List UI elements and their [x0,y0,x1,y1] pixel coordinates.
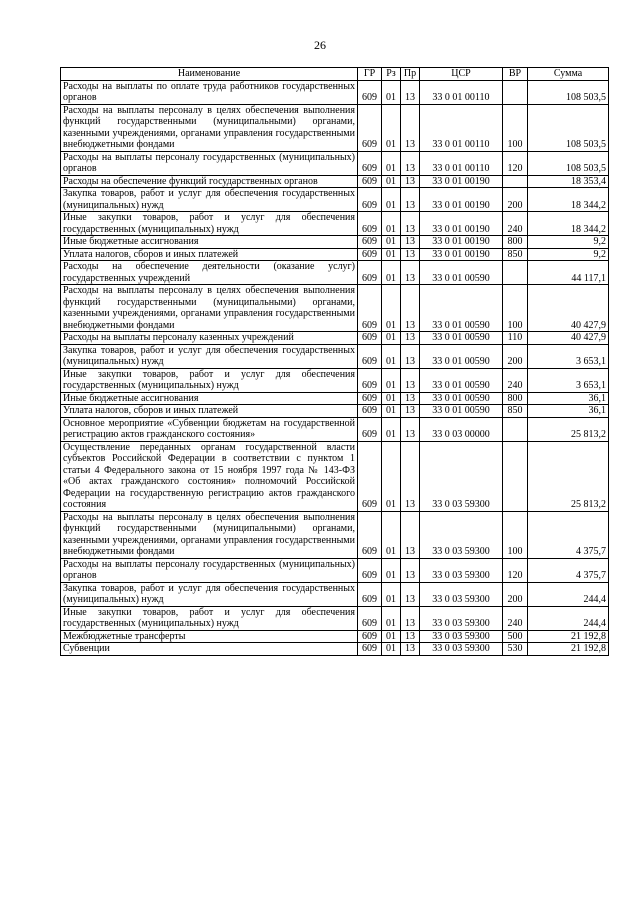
cell-name: Расходы на выплаты персоналу в целях обеспечения выполнения функций государственными (муниципальными) органами, казенными учреждениями, органами управления государственными внебюджетными фондами [61,285,358,332]
cell-rz: 01 [382,441,401,511]
cell-pr: 13 [401,175,420,188]
cell-name: Межбюджетные трансферты [61,630,358,643]
cell-sum: 25 813,2 [528,441,609,511]
cell-gr: 609 [358,236,382,249]
cell-gr: 609 [358,151,382,175]
cell-rz: 01 [382,212,401,236]
cell-vr: 800 [503,392,528,405]
header-name: Наименование [61,68,358,81]
cell-sum: 3 653,1 [528,368,609,392]
table-row [61,332,609,345]
header-rz: Рз [382,68,401,81]
cell-sum: 18 344,2 [528,212,609,236]
header-csr: ЦСР [420,68,503,81]
cell-pr: 13 [401,285,420,332]
cell-rz: 01 [382,368,401,392]
cell-sum: 25 813,2 [528,417,609,441]
cell-sum: 4 375,7 [528,558,609,582]
cell-name: Расходы на выплаты персоналу государственных (муниципальных) органов [61,558,358,582]
table-row [61,151,609,175]
cell-csr: 33 0 01 00590 [420,332,503,345]
cell-rz: 01 [382,175,401,188]
cell-sum: 36,1 [528,405,609,418]
cell-name: Расходы на выплаты персоналу казенных учреждений [61,332,358,345]
cell-csr: 33 0 01 00190 [420,175,503,188]
cell-pr: 13 [401,606,420,630]
cell-rz: 01 [382,80,401,104]
cell-vr: 240 [503,212,528,236]
cell-gr: 609 [358,643,382,656]
cell-vr: 100 [503,104,528,151]
table-row [61,261,609,285]
cell-gr: 609 [358,558,382,582]
cell-name: Основное мероприятие «Субвенции бюджетам на государственной регистрацию актов гражданского состояния» [61,417,358,441]
cell-rz: 01 [382,392,401,405]
cell-rz: 01 [382,236,401,249]
cell-sum: 4 375,7 [528,511,609,558]
cell-csr: 33 0 01 00590 [420,344,503,368]
cell-gr: 609 [358,175,382,188]
cell-name: Уплата налогов, сборов и иных платежей [61,248,358,261]
cell-csr: 33 0 03 59300 [420,630,503,643]
cell-name: Закупка товаров, работ и услуг для обеспечения государственных (муниципальных) нужд [61,188,358,212]
cell-pr: 13 [401,643,420,656]
cell-csr: 33 0 03 59300 [420,558,503,582]
cell-gr: 609 [358,212,382,236]
cell-gr: 609 [358,332,382,345]
cell-gr: 609 [358,606,382,630]
table-header-row [61,68,609,81]
table-row [61,630,609,643]
cell-csr: 33 0 01 00590 [420,261,503,285]
cell-sum: 9,2 [528,236,609,249]
cell-pr: 13 [401,558,420,582]
cell-sum: 244,4 [528,582,609,606]
table-row [61,606,609,630]
cell-vr: 240 [503,606,528,630]
cell-gr: 609 [358,511,382,558]
cell-gr: 609 [358,630,382,643]
table-row [61,104,609,151]
cell-sum: 21 192,8 [528,630,609,643]
cell-csr: 33 0 03 59300 [420,511,503,558]
cell-name: Иные закупки товаров, работ и услуг для обеспечения государственных (муниципальных) нужд [61,368,358,392]
header-sum: Сумма [528,68,609,81]
cell-name: Расходы на выплаты по оплате труда работников государственных органов [61,80,358,104]
cell-csr: 33 0 03 00000 [420,417,503,441]
cell-pr: 13 [401,392,420,405]
cell-name: Уплата налогов, сборов и иных платежей [61,405,358,418]
cell-rz: 01 [382,285,401,332]
cell-csr: 33 0 01 00110 [420,104,503,151]
cell-gr: 609 [358,582,382,606]
cell-vr [503,417,528,441]
cell-pr: 13 [401,405,420,418]
cell-sum: 40 427,9 [528,285,609,332]
cell-pr: 13 [401,104,420,151]
cell-name: Расходы на выплаты персоналу государственных (муниципальных) органов [61,151,358,175]
cell-name: Закупка товаров, работ и услуг для обеспечения государственных (муниципальных) нужд [61,582,358,606]
cell-name: Осуществление переданных органам государственной власти субъектов Российской Федерации в соответствии с пунктом 1 статьи 4 Федерального закона от 15 ноября 1997 года № 143-ФЗ «Об актах гражданского состояния» полномочий Российской Федерации на государственную регистрацию актов гражданского состояния [61,441,358,511]
cell-sum: 3 653,1 [528,344,609,368]
cell-vr: 500 [503,630,528,643]
cell-csr: 33 0 01 00110 [420,80,503,104]
cell-gr: 609 [358,261,382,285]
cell-vr [503,261,528,285]
table-row [61,368,609,392]
cell-vr: 800 [503,236,528,249]
cell-csr: 33 0 03 59300 [420,582,503,606]
cell-csr: 33 0 03 59300 [420,643,503,656]
cell-csr: 33 0 01 00190 [420,212,503,236]
budget-table [60,67,609,656]
table-row [61,441,609,511]
table-row [61,236,609,249]
cell-name: Иные закупки товаров, работ и услуг для обеспечения государственных (муниципальных) нужд [61,606,358,630]
cell-rz: 01 [382,417,401,441]
cell-rz: 01 [382,248,401,261]
cell-name: Расходы на обеспечение функций государственных органов [61,175,358,188]
cell-rz: 01 [382,332,401,345]
cell-rz: 01 [382,606,401,630]
cell-gr: 609 [358,80,382,104]
table-row [61,175,609,188]
cell-gr: 609 [358,392,382,405]
cell-rz: 01 [382,643,401,656]
cell-sum: 21 192,8 [528,643,609,656]
cell-name: Иные бюджетные ассигнования [61,392,358,405]
cell-rz: 01 [382,104,401,151]
cell-rz: 01 [382,405,401,418]
page-number: 26 [314,38,326,52]
cell-vr: 240 [503,368,528,392]
header-vr: ВР [503,68,528,81]
cell-vr [503,80,528,104]
table-row [61,405,609,418]
table-row [61,285,609,332]
cell-pr: 13 [401,582,420,606]
cell-rz: 01 [382,261,401,285]
table-row [61,212,609,236]
cell-gr: 609 [358,104,382,151]
cell-vr: 120 [503,151,528,175]
cell-gr: 609 [358,405,382,418]
cell-vr: 200 [503,582,528,606]
cell-gr: 609 [358,441,382,511]
table-row [61,417,609,441]
cell-name: Субвенции [61,643,358,656]
cell-vr: 850 [503,405,528,418]
cell-csr: 33 0 01 00590 [420,392,503,405]
cell-pr: 13 [401,212,420,236]
cell-sum: 244,4 [528,606,609,630]
cell-csr: 33 0 01 00190 [420,236,503,249]
cell-sum: 18 353,4 [528,175,609,188]
table-row [61,643,609,656]
cell-pr: 13 [401,417,420,441]
cell-pr: 13 [401,332,420,345]
cell-sum: 108 503,5 [528,151,609,175]
table-row [61,248,609,261]
header-gr: ГР [358,68,382,81]
cell-vr: 100 [503,285,528,332]
cell-rz: 01 [382,582,401,606]
cell-vr: 120 [503,558,528,582]
cell-vr: 110 [503,332,528,345]
cell-pr: 13 [401,80,420,104]
cell-vr: 200 [503,188,528,212]
cell-pr: 13 [401,261,420,285]
table-row [61,511,609,558]
cell-csr: 33 0 01 00590 [420,405,503,418]
cell-gr: 609 [358,188,382,212]
cell-pr: 13 [401,368,420,392]
cell-csr: 33 0 01 00590 [420,285,503,332]
cell-gr: 609 [358,344,382,368]
cell-vr: 100 [503,511,528,558]
cell-pr: 13 [401,630,420,643]
cell-rz: 01 [382,511,401,558]
cell-pr: 13 [401,188,420,212]
cell-pr: 13 [401,248,420,261]
table-row [61,80,609,104]
cell-gr: 609 [358,368,382,392]
cell-vr: 200 [503,344,528,368]
cell-csr: 33 0 03 59300 [420,441,503,511]
cell-csr: 33 0 01 00190 [420,248,503,261]
cell-sum: 44 117,1 [528,261,609,285]
cell-pr: 13 [401,441,420,511]
cell-rz: 01 [382,188,401,212]
cell-rz: 01 [382,344,401,368]
cell-name: Расходы на обеспечение деятельности (оказание услуг) государственных учреждений [61,261,358,285]
cell-sum: 36,1 [528,392,609,405]
cell-pr: 13 [401,511,420,558]
cell-vr [503,441,528,511]
header-pr: Пр [401,68,420,81]
cell-name: Иные закупки товаров, работ и услуг для обеспечения государственных (муниципальных) нужд [61,212,358,236]
table-body [61,80,609,655]
cell-vr: 850 [503,248,528,261]
cell-csr: 33 0 03 59300 [420,606,503,630]
table-row [61,188,609,212]
cell-name: Закупка товаров, работ и услуг для обеспечения государственных (муниципальных) нужд [61,344,358,368]
table-row [61,582,609,606]
cell-sum: 18 344,2 [528,188,609,212]
cell-csr: 33 0 01 00590 [420,368,503,392]
cell-pr: 13 [401,236,420,249]
cell-sum: 108 503,5 [528,80,609,104]
cell-gr: 609 [358,417,382,441]
table-row [61,392,609,405]
cell-rz: 01 [382,630,401,643]
cell-csr: 33 0 01 00190 [420,188,503,212]
cell-pr: 13 [401,344,420,368]
cell-vr [503,175,528,188]
cell-gr: 609 [358,248,382,261]
table-row [61,558,609,582]
cell-sum: 108 503,5 [528,104,609,151]
cell-vr: 530 [503,643,528,656]
cell-rz: 01 [382,151,401,175]
cell-sum: 40 427,9 [528,332,609,345]
cell-gr: 609 [358,285,382,332]
cell-name: Иные бюджетные ассигнования [61,236,358,249]
cell-sum: 9,2 [528,248,609,261]
table-row [61,344,609,368]
cell-name: Расходы на выплаты персоналу в целях обеспечения выполнения функций государственными (муниципальными) органами, казенными учреждениями, органами управления государственными внебюджетными фондами [61,511,358,558]
cell-name: Расходы на выплаты персоналу в целях обеспечения выполнения функций государственными (муниципальными) органами, казенными учреждениями, органами управления государственными внебюджетными фондами [61,104,358,151]
cell-rz: 01 [382,558,401,582]
cell-pr: 13 [401,151,420,175]
cell-csr: 33 0 01 00110 [420,151,503,175]
